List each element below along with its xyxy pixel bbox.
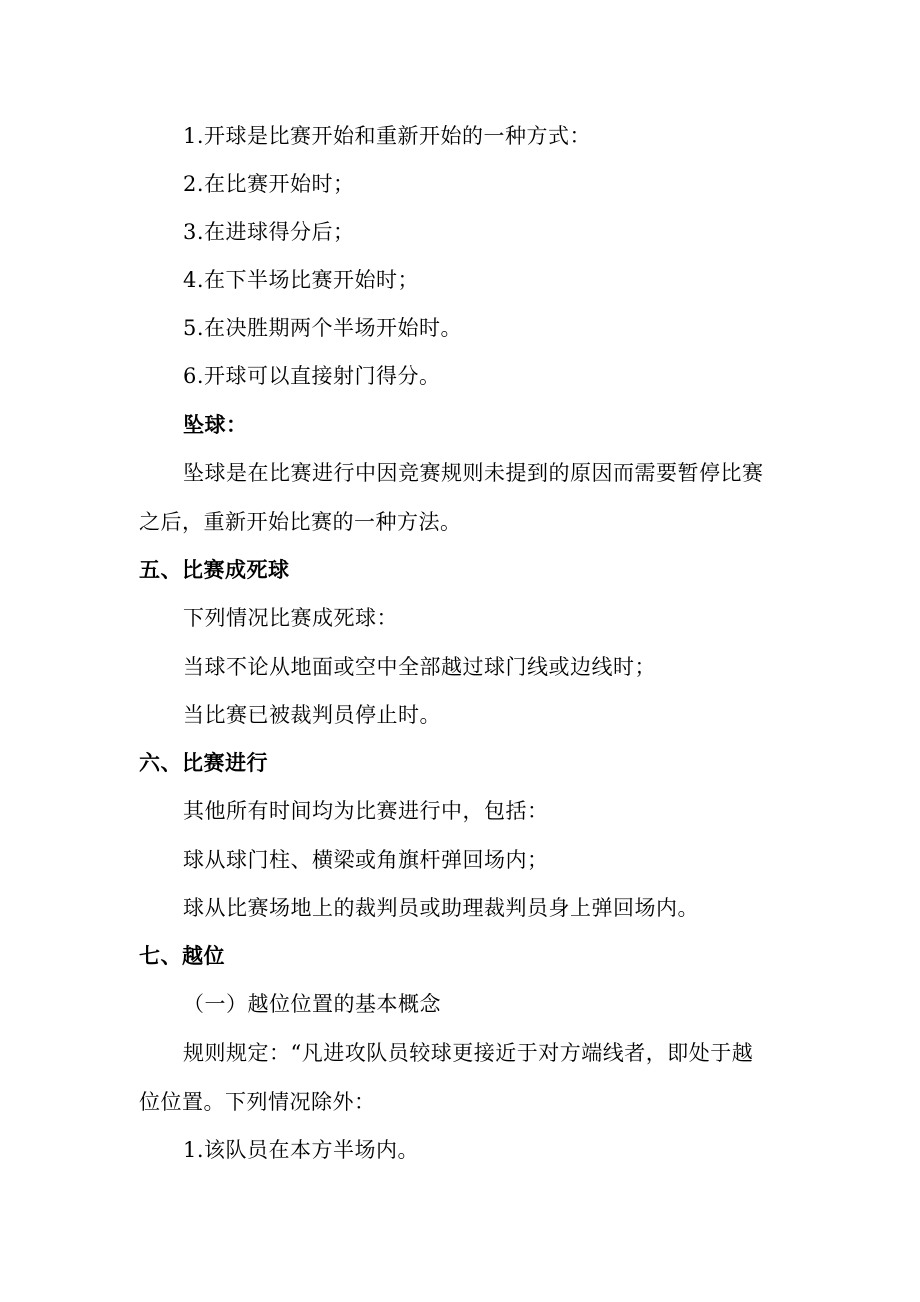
section-heading-ball-out-of-play: 五、比赛成死球 bbox=[139, 557, 290, 582]
list-item-after-goal: 3.在进球得分后； bbox=[183, 220, 355, 244]
paragraph-dropped-ball-line-2: 之后，重新开始比赛的一种方法。 bbox=[139, 510, 462, 534]
section-heading-offside: 七、越位 bbox=[139, 943, 225, 968]
paragraph-dropped-ball-line-1: 坠球是在比赛进行中因竞赛规则未提到的原因而需要暂停比赛 bbox=[183, 461, 764, 485]
subheading-offside-position: （一）越位位置的基本概念 bbox=[183, 992, 441, 1016]
subheading-dropped-ball: 坠球： bbox=[183, 412, 248, 437]
paragraph-out-of-play-stopped: 当比赛已被裁判员停止时。 bbox=[183, 703, 441, 727]
paragraph-in-play-rebound-post: 球从球门柱、横梁或角旗杆弹回场内； bbox=[183, 848, 549, 872]
paragraph-offside-rule-line-2: 位位置。下列情况除外： bbox=[139, 1090, 376, 1114]
list-item-kickoff-definition: 1.开球是比赛开始和重新开始的一种方式： bbox=[183, 124, 592, 148]
paragraph-in-play-intro: 其他所有时间均为比赛进行中，包括： bbox=[183, 799, 549, 823]
list-item-direct-goal: 6.开球可以直接射门得分。 bbox=[183, 364, 441, 388]
paragraph-out-of-play-crossed-line: 当球不论从地面或空中全部越过球门线或边线时； bbox=[183, 655, 656, 679]
list-item-match-start: 2.在比赛开始时； bbox=[183, 172, 355, 196]
paragraph-in-play-rebound-referee: 球从比赛场地上的裁判员或助理裁判员身上弹回场内。 bbox=[183, 896, 699, 920]
paragraph-out-of-play-intro: 下列情况比赛成死球： bbox=[183, 606, 398, 630]
paragraph-offside-rule-line-1: 规则规定：“凡进攻队员较球更接近于对方端线者，即处于越 bbox=[183, 1041, 754, 1065]
list-item-extra-time: 5.在决胜期两个半场开始时。 bbox=[183, 316, 463, 340]
section-heading-ball-in-play: 六、比赛进行 bbox=[139, 750, 268, 775]
list-item-own-half: 1.该队员在本方半场内。 bbox=[183, 1138, 420, 1162]
list-item-second-half: 4.在下半场比赛开始时； bbox=[183, 268, 420, 292]
